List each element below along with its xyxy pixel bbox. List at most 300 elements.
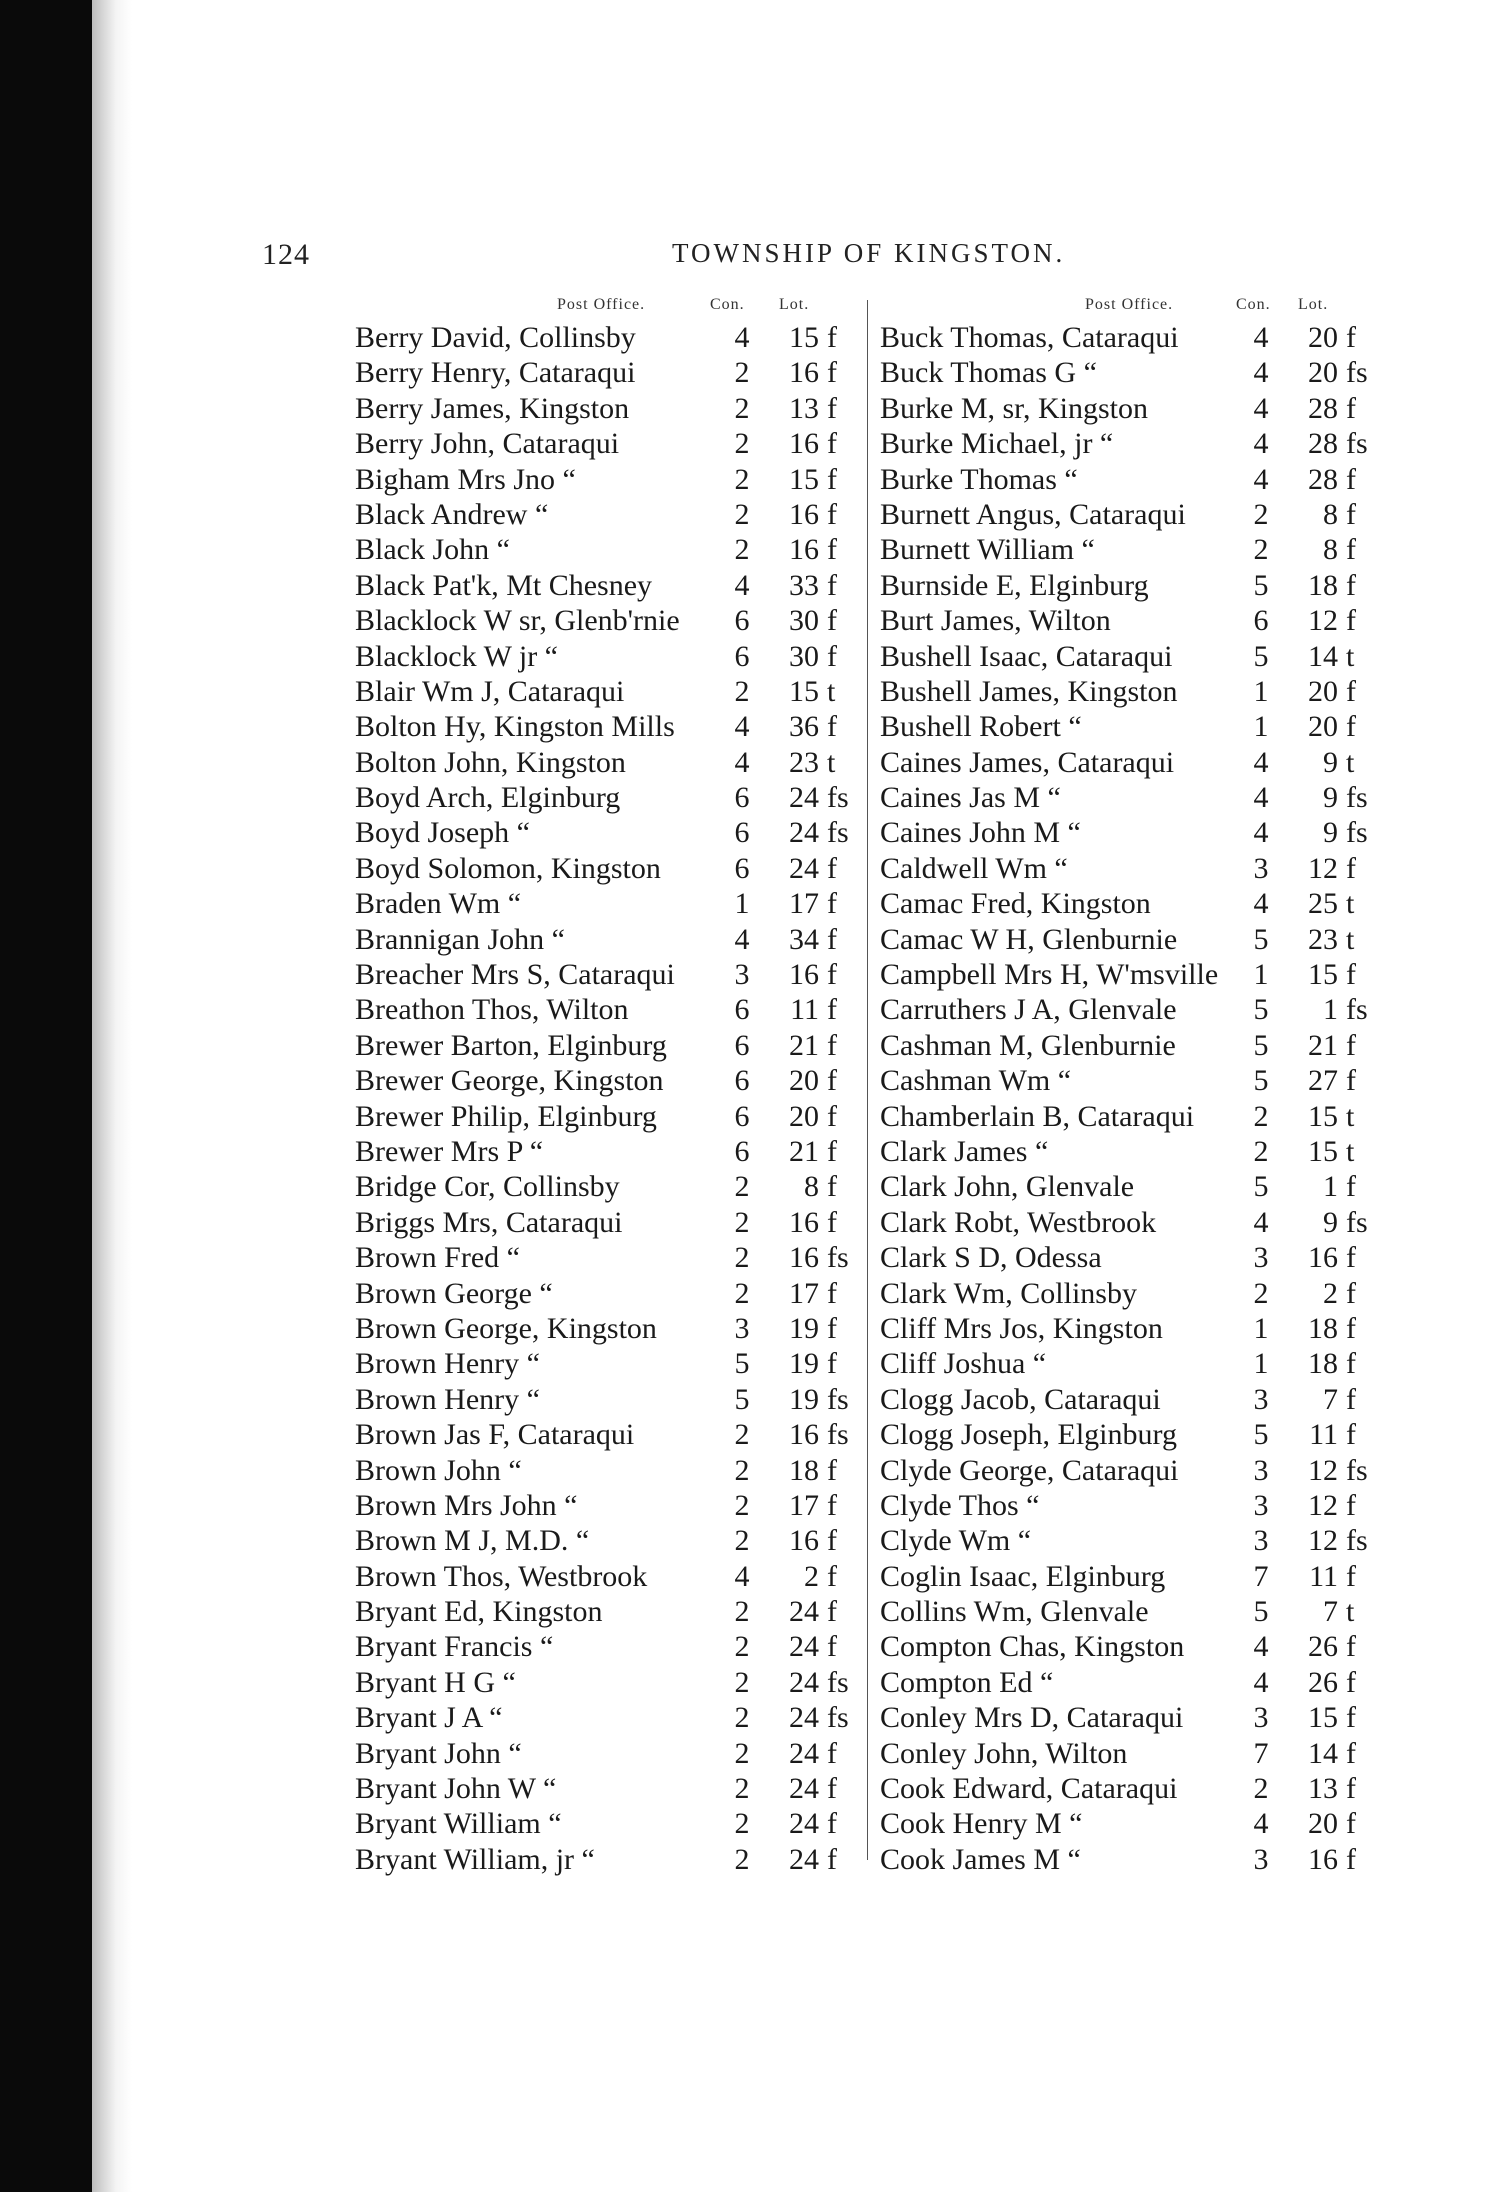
directory-entry [880, 532, 1400, 567]
entry-lot: 9 [1323, 745, 1338, 779]
entry-type: f [1346, 1559, 1356, 1593]
directory-entry [355, 1169, 875, 1204]
directory-entry [880, 815, 1400, 850]
directory-entry [355, 355, 875, 390]
entry-name: Bolton Hy, Kingston Mills [355, 710, 675, 744]
directory-entry [880, 355, 1400, 390]
entry-type: fs [1346, 356, 1368, 390]
directory-entry [355, 1240, 875, 1275]
entry-type: f [827, 1276, 837, 1310]
entry-lot: 23 [1308, 922, 1338, 956]
entry-con: 7 [1253, 1736, 1269, 1770]
entry-lot: 17 [789, 1276, 819, 1310]
entry-type: f [827, 887, 837, 921]
directory-entry [355, 532, 875, 567]
entry-type: fs [1346, 1453, 1368, 1487]
entry-type: f [1346, 1311, 1356, 1345]
entry-con: 2 [734, 391, 750, 425]
entry-con: 2 [734, 1453, 750, 1487]
directory-entry [880, 922, 1400, 957]
entry-type: f [827, 1347, 837, 1381]
entry-lot: 12 [1308, 604, 1338, 638]
entry-con: 5 [1253, 568, 1269, 602]
entry-lot: 17 [789, 887, 819, 921]
entry-type: f [1346, 851, 1356, 885]
entry-lot: 24 [789, 1665, 819, 1699]
entry-lot: 36 [789, 710, 819, 744]
entry-lot: 24 [789, 816, 819, 850]
entry-lot: 18 [1308, 1311, 1338, 1345]
entry-name: Blacklock W sr, Glenb'rnie [355, 604, 680, 638]
entry-con: 4 [734, 922, 750, 956]
entry-type: f [827, 1736, 837, 1770]
entry-lot: 7 [1323, 1382, 1338, 1416]
entry-lot: 20 [1308, 710, 1338, 744]
entry-type: f [1346, 1630, 1356, 1664]
directory-entry [355, 1665, 875, 1700]
entry-con: 2 [1253, 1134, 1269, 1168]
entry-type: f [1346, 321, 1356, 354]
directory-entry [355, 568, 875, 603]
entry-lot: 28 [1308, 427, 1338, 461]
directory-entry [880, 1559, 1400, 1594]
entry-con: 6 [734, 993, 750, 1027]
directory-entry [880, 992, 1400, 1027]
entry-lot: 12 [1308, 1524, 1338, 1558]
entry-name: Chamberlain B, Cataraqui [880, 1099, 1195, 1133]
entry-type: f [827, 427, 837, 461]
entry-type: f [827, 462, 837, 496]
entry-type: f [827, 1099, 837, 1133]
entry-con: 1 [734, 887, 750, 921]
entry-lot: 16 [789, 1524, 819, 1558]
entry-type: f [827, 391, 837, 425]
entry-lot: 34 [789, 922, 819, 956]
directory-entry [355, 603, 875, 638]
entry-con: 6 [1253, 604, 1269, 638]
directory-entry [355, 1842, 875, 1877]
entry-type: f [1346, 1665, 1356, 1699]
entry-con: 5 [1253, 1028, 1269, 1062]
entry-lot: 24 [789, 781, 819, 815]
lot-header: Lot. [779, 296, 810, 313]
entry-con: 4 [1253, 1205, 1269, 1239]
directory-entry [880, 886, 1400, 921]
entry-name: Collins Wm, Glenvale [880, 1595, 1149, 1629]
directory-entry [355, 426, 875, 461]
entry-name: Cook Henry M “ [880, 1807, 1083, 1841]
entry-lot: 9 [1323, 816, 1338, 850]
directory-entry [880, 1063, 1400, 1098]
entry-name: Brown George, Kingston [355, 1311, 657, 1345]
entry-con: 4 [1253, 462, 1269, 496]
entry-name: Compton Ed “ [880, 1665, 1054, 1699]
entry-name: Brewer Barton, Elginburg [355, 1028, 667, 1062]
entry-name: Berry Henry, Cataraqui [355, 356, 636, 390]
directory-entry [355, 1736, 875, 1771]
entry-name: Clyde Thos “ [880, 1488, 1040, 1522]
entry-con: 6 [734, 851, 750, 885]
entry-lot: 20 [1308, 1807, 1338, 1841]
entry-name: Black Pat'k, Mt Chesney [355, 568, 653, 602]
directory-entry [880, 497, 1400, 532]
entry-con: 6 [734, 604, 750, 638]
entry-type: f [827, 958, 837, 992]
entry-type: f [1346, 1807, 1356, 1841]
entry-lot: 16 [789, 1205, 819, 1239]
directory-entry [355, 1382, 875, 1417]
entry-name: Boyd Joseph “ [355, 816, 530, 850]
entry-type: f [1346, 1170, 1356, 1204]
entry-name: Clyde George, Cataraqui [880, 1453, 1179, 1487]
entry-type: f [1346, 1772, 1356, 1806]
entry-lot: 12 [1308, 1453, 1338, 1487]
entry-type: fs [1346, 1205, 1368, 1239]
entry-lot: 12 [1308, 851, 1338, 885]
entry-lot: 9 [1323, 781, 1338, 815]
entry-lot: 24 [789, 1807, 819, 1841]
entry-lot: 30 [789, 639, 819, 673]
entry-name: Buck Thomas, Cataraqui [880, 321, 1179, 354]
directory-entry [355, 1063, 875, 1098]
page-edge [92, 0, 132, 2192]
entry-lot: 24 [789, 1772, 819, 1806]
entry-con: 5 [1253, 922, 1269, 956]
directory-entry [355, 1523, 875, 1558]
entry-lot: 20 [1308, 356, 1338, 390]
entry-con: 4 [734, 568, 750, 602]
entry-con: 3 [1253, 1842, 1269, 1876]
entry-type: f [827, 851, 837, 885]
entry-name: Cook James M “ [880, 1842, 1081, 1876]
entry-name: Caines James, Cataraqui [880, 745, 1175, 779]
entry-lot: 15 [1308, 1099, 1338, 1133]
directory-entry [355, 320, 875, 355]
entry-name: Clyde Wm “ [880, 1524, 1032, 1558]
entry-type: t [1346, 1595, 1355, 1629]
directory-entry [880, 1453, 1400, 1488]
entry-name: Bryant John W “ [355, 1772, 557, 1806]
entry-con: 4 [1253, 816, 1269, 850]
entry-name: Blair Wm J, Cataraqui [355, 674, 625, 708]
directory-entry [355, 745, 875, 780]
entry-lot: 25 [1308, 887, 1338, 921]
entry-lot: 20 [1308, 321, 1338, 354]
entry-name: Briggs Mrs, Cataraqui [355, 1205, 623, 1239]
entry-type: f [1346, 1347, 1356, 1381]
directory-column-left [355, 296, 875, 1877]
entry-type: f [1346, 1276, 1356, 1310]
entry-name: Compton Chas, Kingston [880, 1630, 1185, 1664]
entry-con: 6 [734, 781, 750, 815]
entry-lot: 16 [789, 427, 819, 461]
entry-name: Bryant William “ [355, 1807, 562, 1841]
entry-con: 5 [1253, 639, 1269, 673]
entry-type: f [827, 1311, 837, 1345]
entry-name: Clogg Jacob, Cataraqui [880, 1382, 1161, 1416]
entry-lot: 1 [1323, 1170, 1338, 1204]
entry-con: 4 [1253, 745, 1269, 779]
entry-lot: 13 [789, 391, 819, 425]
entry-name: Cashman Wm “ [880, 1064, 1072, 1098]
entry-con: 5 [1253, 993, 1269, 1027]
entry-lot: 16 [789, 497, 819, 531]
entry-con: 1 [1253, 958, 1269, 992]
entry-con: 4 [1253, 427, 1269, 461]
entry-con: 3 [1253, 1488, 1269, 1522]
entry-name: Boyd Arch, Elginburg [355, 781, 621, 815]
directory-column-right [880, 296, 1400, 1877]
entry-type: t [1346, 639, 1355, 673]
entry-con: 2 [734, 427, 750, 461]
directory-entry [355, 957, 875, 992]
entry-lot: 24 [789, 1842, 819, 1876]
entry-type: f [827, 1134, 837, 1168]
entry-con: 3 [1253, 1524, 1269, 1558]
directory-entry [880, 639, 1400, 674]
entry-lot: 14 [1308, 1736, 1338, 1770]
entry-name: Blacklock W jr “ [355, 639, 558, 673]
entry-type: f [827, 604, 837, 638]
entry-type: t [1346, 922, 1355, 956]
entry-type: t [827, 745, 836, 779]
directory-entry [880, 426, 1400, 461]
entry-lot: 27 [1308, 1064, 1338, 1098]
entry-type: f [1346, 568, 1356, 602]
entry-lot: 1 [1323, 993, 1338, 1027]
directory-entry [355, 886, 875, 921]
entry-lot: 28 [1308, 462, 1338, 496]
entry-con: 2 [734, 1205, 750, 1239]
entry-type: f [827, 321, 837, 354]
entry-name: Carruthers J A, Glenvale [880, 993, 1177, 1027]
entry-lot: 20 [789, 1099, 819, 1133]
entry-type: f [1346, 710, 1356, 744]
directory-entry [355, 1205, 875, 1240]
entry-type: f [1346, 1028, 1356, 1062]
entry-name: Bushell Robert “ [880, 710, 1082, 744]
entry-type: f [1346, 497, 1356, 531]
entry-type: fs [827, 816, 849, 850]
page-header [262, 238, 1392, 278]
directory-entry [355, 1346, 875, 1381]
directory-entry [355, 1771, 875, 1806]
entry-type: f [827, 710, 837, 744]
directory-entry [880, 1382, 1400, 1417]
entry-lot: 11 [790, 993, 819, 1027]
directory-entry [355, 1700, 875, 1735]
entry-con: 4 [1253, 1665, 1269, 1699]
entry-con: 3 [1253, 1241, 1269, 1275]
entry-name: Clark James “ [880, 1134, 1049, 1168]
directory-entry [355, 1028, 875, 1063]
entry-name: Breathon Thos, Wilton [355, 993, 629, 1027]
entry-name: Brewer Mrs P “ [355, 1134, 544, 1168]
entry-type: f [1346, 1701, 1356, 1735]
entry-type: f [827, 497, 837, 531]
entry-con: 2 [734, 1524, 750, 1558]
entry-lot: 26 [1308, 1665, 1338, 1699]
entry-name: Clogg Joseph, Elginburg [880, 1418, 1177, 1452]
directory-entry [355, 674, 875, 709]
entry-type: fs [1346, 816, 1368, 850]
entry-type: f [1346, 958, 1356, 992]
entry-lot: 24 [789, 1701, 819, 1735]
entry-con: 6 [734, 1134, 750, 1168]
entry-lot: 24 [789, 1736, 819, 1770]
entry-lot: 16 [1308, 1842, 1338, 1876]
entry-name: Burke Thomas “ [880, 462, 1078, 496]
directory-entry [355, 851, 875, 886]
entry-name: Bryant William, jr “ [355, 1842, 595, 1876]
entry-type: f [1346, 1842, 1356, 1876]
running-title: TOWNSHIP OF KINGSTON. [672, 238, 1066, 268]
entry-lot: 30 [789, 604, 819, 638]
entry-type: f [827, 1453, 837, 1487]
directory-entry [355, 709, 875, 744]
directory-entry [355, 992, 875, 1027]
entry-con: 4 [1253, 781, 1269, 815]
entry-lot: 2 [1323, 1276, 1338, 1310]
entry-name: Caines Jas M “ [880, 781, 1061, 815]
entry-name: Brown Mrs John “ [355, 1488, 578, 1522]
entry-lot: 21 [789, 1134, 819, 1168]
entry-type: f [1346, 1382, 1356, 1416]
entry-con: 2 [734, 462, 750, 496]
directory-entry [880, 1205, 1400, 1240]
directory-entry [880, 745, 1400, 780]
entry-lot: 15 [1308, 958, 1338, 992]
entry-name: Conley Mrs D, Cataraqui [880, 1701, 1184, 1735]
entry-lot: 13 [1308, 1772, 1338, 1806]
directory-entry [880, 1842, 1400, 1877]
entry-lot: 26 [1308, 1630, 1338, 1664]
entry-lot: 18 [789, 1453, 819, 1487]
entry-name: Cliff Mrs Jos, Kingston [880, 1311, 1163, 1345]
entry-con: 2 [734, 1807, 750, 1841]
entry-lot: 8 [1323, 497, 1338, 531]
entry-lot: 15 [789, 462, 819, 496]
entry-con: 2 [1253, 1772, 1269, 1806]
entry-lot: 19 [789, 1382, 819, 1416]
entry-lot: 18 [1308, 568, 1338, 602]
directory-entry [880, 1028, 1400, 1063]
entry-con: 2 [734, 674, 750, 708]
directory-entry [880, 1240, 1400, 1275]
directory-entry [880, 851, 1400, 886]
entry-lot: 15 [789, 674, 819, 708]
entry-type: f [1346, 533, 1356, 567]
directory-entry [880, 1346, 1400, 1381]
entry-con: 4 [734, 745, 750, 779]
entry-con: 4 [1253, 321, 1269, 354]
entry-name: Clark Robt, Westbrook [880, 1205, 1157, 1239]
entry-lot: 28 [1308, 391, 1338, 425]
entry-lot: 7 [1323, 1595, 1338, 1629]
entry-con: 4 [1253, 1630, 1269, 1664]
directory-entry [880, 1488, 1400, 1523]
entry-name: Burke Michael, jr “ [880, 427, 1114, 461]
entry-con: 6 [734, 1028, 750, 1062]
directory-entry [880, 1311, 1400, 1346]
entry-con: 3 [734, 1311, 750, 1345]
entry-type: f [827, 1064, 837, 1098]
directory-entry [880, 1700, 1400, 1735]
directory-entry [355, 1417, 875, 1452]
directory-entry [880, 1806, 1400, 1841]
con-header: Con. [1236, 296, 1271, 313]
entry-name: Cashman M, Glenburnie [880, 1028, 1176, 1062]
entry-name: Bridge Cor, Collinsby [355, 1170, 620, 1204]
entry-lot: 16 [789, 1241, 819, 1275]
entry-con: 5 [1253, 1418, 1269, 1452]
entry-con: 6 [734, 1099, 750, 1133]
entry-name: Bryant J A “ [355, 1701, 503, 1735]
directory-entry [880, 603, 1400, 638]
entry-lot: 20 [1308, 674, 1338, 708]
entry-type: fs [1346, 781, 1368, 815]
entry-type: f [827, 533, 837, 567]
entry-lot: 16 [789, 958, 819, 992]
entry-con: 6 [734, 816, 750, 850]
entry-con: 7 [1253, 1559, 1269, 1593]
entry-lot: 19 [789, 1347, 819, 1381]
entry-con: 3 [734, 958, 750, 992]
entry-name: Cook Edward, Cataraqui [880, 1772, 1178, 1806]
entry-name: Burnett William “ [880, 533, 1095, 567]
entry-type: fs [827, 781, 849, 815]
entry-con: 5 [734, 1382, 750, 1416]
entry-type: t [1346, 1134, 1355, 1168]
entry-name: Bryant John “ [355, 1736, 522, 1770]
entry-lot: 24 [789, 1595, 819, 1629]
entry-type: t [1346, 1099, 1355, 1133]
entry-name: Bushell James, Kingston [880, 674, 1178, 708]
entry-con: 2 [1253, 497, 1269, 531]
directory-entry [355, 1311, 875, 1346]
entry-type: f [827, 568, 837, 602]
directory-entry [880, 1771, 1400, 1806]
entry-con: 2 [734, 1772, 750, 1806]
entry-name: Brown John “ [355, 1453, 522, 1487]
entry-name: Breacher Mrs S, Cataraqui [355, 958, 675, 992]
directory-entry [355, 462, 875, 497]
entry-con: 5 [1253, 1064, 1269, 1098]
entry-type: f [827, 1028, 837, 1062]
entry-name: Camac W H, Glenburnie [880, 922, 1178, 956]
directory-entry [880, 1134, 1400, 1169]
entry-type: f [1346, 1418, 1356, 1452]
directory-entry [355, 1806, 875, 1841]
entry-lot: 24 [789, 1630, 819, 1664]
entry-name: Berry David, Collinsby [355, 321, 636, 354]
directory-entry [355, 1594, 875, 1629]
entry-name: Braden Wm “ [355, 887, 522, 921]
entry-con: 3 [1253, 851, 1269, 885]
entry-lot: 15 [1308, 1701, 1338, 1735]
entry-con: 2 [734, 1276, 750, 1310]
directory-entry [880, 1169, 1400, 1204]
entry-con: 4 [1253, 1807, 1269, 1841]
entry-lot: 11 [1309, 1559, 1338, 1593]
directory-entry [880, 957, 1400, 992]
entry-lot: 11 [1309, 1418, 1338, 1452]
entry-name: Burnside E, Elginburg [880, 568, 1149, 602]
entry-con: 2 [734, 497, 750, 531]
directory-entry [355, 1453, 875, 1488]
entry-name: Bryant Francis “ [355, 1630, 554, 1664]
entry-con: 5 [1253, 1170, 1269, 1204]
